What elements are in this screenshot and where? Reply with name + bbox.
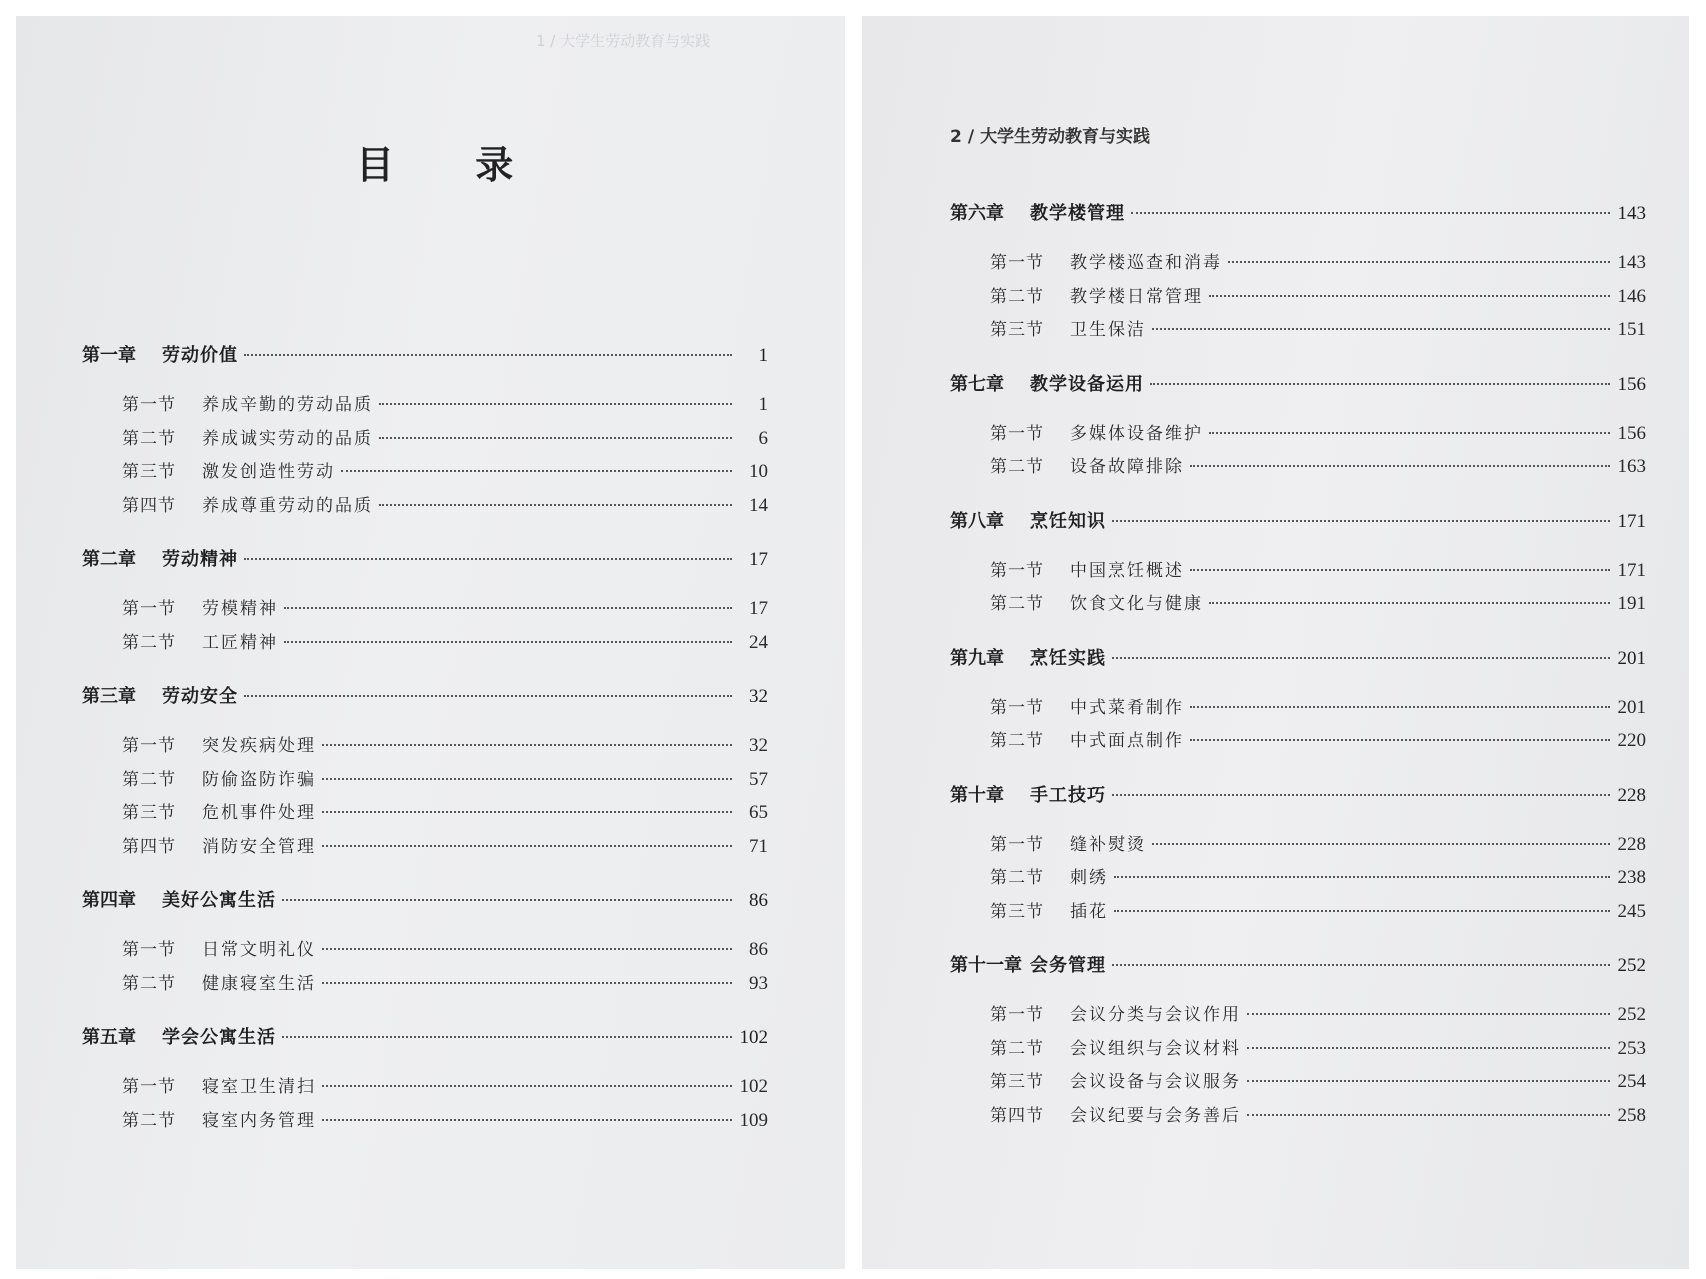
section-title: 缝补熨烫 <box>1070 834 1146 855</box>
page-ref: 71 <box>749 835 768 857</box>
page-ref: 253 <box>1617 1037 1646 1059</box>
dot-leader <box>322 743 732 746</box>
page-ref: 143 <box>1617 203 1646 224</box>
page-ref: 86 <box>749 939 768 960</box>
section-title: 寝室内务管理 <box>202 1110 316 1131</box>
section-title: 会议组织与会议材料 <box>1070 1038 1241 1059</box>
section-number: 第二节 <box>122 1110 176 1131</box>
dot-leader <box>1247 1046 1610 1049</box>
left-page <box>16 16 845 1269</box>
dot-leader <box>1247 1079 1610 1082</box>
page-ref: 6 <box>758 427 768 449</box>
dot-leader <box>244 694 732 697</box>
toc-section-entry <box>82 1104 768 1138</box>
toc-section-entry <box>950 895 1646 929</box>
toc-chapter-entry <box>82 338 768 374</box>
dot-leader <box>282 1035 732 1038</box>
dot-leader <box>1112 963 1610 966</box>
page-ref: 143 <box>1617 252 1646 273</box>
toc-section-entry <box>82 422 768 456</box>
dot-leader <box>282 898 732 901</box>
toc-list-right <box>862 196 1689 1132</box>
page-ref: 10 <box>749 461 768 482</box>
page-number: 2 <box>950 127 962 147</box>
toc-chapter-entry <box>950 778 1646 814</box>
running-header <box>950 122 1150 147</box>
dot-leader <box>1152 842 1610 845</box>
dot-leader <box>1114 875 1610 878</box>
toc-section-entry <box>82 933 768 967</box>
page-ref: 102 <box>739 1076 768 1097</box>
dot-leader <box>1209 294 1610 297</box>
dot-leader <box>1114 909 1610 912</box>
page-ref: 57 <box>749 768 768 790</box>
dot-leader <box>1228 260 1610 263</box>
section-title: 养成诚实劳动的品质 <box>202 428 373 449</box>
page-ref: 171 <box>1617 510 1646 532</box>
dot-leader <box>322 844 732 847</box>
chapter-title: 劳动安全 <box>162 686 238 707</box>
page-ref: 93 <box>749 972 768 994</box>
toc-chapter-entry <box>950 948 1646 984</box>
toc-chapter-entry <box>950 641 1646 677</box>
dot-leader <box>322 777 732 780</box>
dot-leader <box>284 640 732 643</box>
section-title: 工匠精神 <box>202 632 278 653</box>
page-ref: 228 <box>1617 833 1646 855</box>
page-ref: 258 <box>1617 1104 1646 1126</box>
dot-leader <box>1131 211 1610 214</box>
chapter-number: 第五章 <box>82 1027 136 1048</box>
page-ref: 220 <box>1617 730 1646 751</box>
section-number: 第二节 <box>122 632 176 653</box>
section-title: 会议分类与会议作用 <box>1070 1005 1241 1025</box>
section-title: 设备故障排除 <box>1070 457 1184 477</box>
section-number: 第一节 <box>990 1005 1044 1025</box>
page-ref: 32 <box>749 686 768 707</box>
section-title: 消防安全管理 <box>202 836 316 857</box>
section-title: 中式菜肴制作 <box>1070 697 1184 718</box>
section-number: 第一节 <box>122 395 176 415</box>
page-ref: 191 <box>1617 593 1646 614</box>
page-ref: 254 <box>1617 1071 1646 1092</box>
toc-section-entry <box>950 280 1646 314</box>
section-title: 多媒体设备维护 <box>1070 423 1203 444</box>
section-number: 第一节 <box>990 423 1044 444</box>
dot-leader <box>1247 1012 1610 1015</box>
dot-leader <box>284 606 732 609</box>
section-title: 寝室卫生清扫 <box>202 1077 316 1097</box>
section-title: 教学楼日常管理 <box>1070 286 1203 307</box>
toc-section-entry <box>82 489 768 523</box>
page-ref: 1 <box>758 345 768 366</box>
page-ref: 252 <box>1617 1004 1646 1025</box>
dot-leader <box>379 402 732 405</box>
toc-section-entry <box>950 417 1646 451</box>
dot-leader <box>244 557 732 560</box>
dot-leader <box>1150 382 1610 385</box>
section-title: 教学楼巡查和消毒 <box>1070 253 1222 273</box>
page-ref: 32 <box>749 735 768 756</box>
dot-leader <box>322 947 732 950</box>
page-ref: 151 <box>1617 319 1646 340</box>
section-title: 饮食文化与健康 <box>1070 594 1203 614</box>
dot-leader <box>1209 431 1610 434</box>
section-number: 第一节 <box>122 940 176 960</box>
toc-section-entry <box>950 1065 1646 1099</box>
section-number: 第四节 <box>122 836 176 857</box>
section-number: 第二节 <box>990 1038 1044 1059</box>
section-title: 卫生保洁 <box>1070 320 1146 340</box>
dot-leader <box>1247 1113 1610 1116</box>
page-ref: 163 <box>1617 456 1646 477</box>
section-number: 第二节 <box>990 731 1044 751</box>
section-number: 第四节 <box>122 495 176 516</box>
toc-chapter-entry <box>82 1020 768 1056</box>
section-title: 危机事件处理 <box>202 803 316 823</box>
chapter-number: 第三章 <box>82 686 136 707</box>
dot-leader <box>1190 568 1610 571</box>
page-ref: 17 <box>749 549 768 570</box>
toc-section-entry <box>82 763 768 797</box>
section-title: 突发疾病处理 <box>202 736 316 756</box>
toc-list-left <box>16 338 845 1137</box>
chapter-title: 烹饪知识 <box>1030 510 1106 532</box>
section-title: 养成尊重劳动的品质 <box>202 495 373 516</box>
section-title: 中式面点制作 <box>1070 731 1184 751</box>
dot-leader <box>1190 705 1610 708</box>
page-ref: 201 <box>1617 647 1646 669</box>
section-number: 第二节 <box>122 428 176 449</box>
section-title: 中国烹饪概述 <box>1070 560 1184 581</box>
dot-leader <box>322 810 732 813</box>
chapter-title: 美好公寓生活 <box>162 890 276 911</box>
chapter-number: 第十一章 <box>950 955 1022 976</box>
page-ref: 156 <box>1617 422 1646 444</box>
toc-section-entry <box>950 1032 1646 1066</box>
toc-section-entry <box>82 830 768 864</box>
page-ref: 156 <box>1617 373 1646 395</box>
chapter-number: 第十章 <box>950 784 1004 806</box>
dot-leader <box>1190 464 1610 467</box>
chapter-number: 第四章 <box>82 890 136 911</box>
toc-section-entry <box>950 246 1646 280</box>
section-number: 第一节 <box>122 1077 176 1097</box>
section-number: 第二节 <box>990 868 1044 888</box>
page-ref: 109 <box>739 1109 768 1131</box>
toc-section-entry <box>950 724 1646 758</box>
section-number: 第二节 <box>990 457 1044 477</box>
dot-leader <box>379 503 732 506</box>
page-ref: 171 <box>1617 559 1646 581</box>
toc-section-entry <box>950 691 1646 725</box>
section-number: 第一节 <box>990 834 1044 855</box>
section-title: 激发创造性劳动 <box>202 462 335 482</box>
section-number: 第一节 <box>990 560 1044 581</box>
section-number: 第三节 <box>122 803 176 823</box>
chapter-title: 烹饪实践 <box>1030 647 1106 669</box>
section-title: 养成辛勤的劳动品质 <box>202 395 373 415</box>
section-title: 刺绣 <box>1070 868 1108 888</box>
toc-chapter-entry <box>950 504 1646 540</box>
toc-section-entry <box>950 587 1646 621</box>
chapter-number: 第二章 <box>82 549 136 570</box>
toc-section-entry <box>950 450 1646 484</box>
page-ref: 238 <box>1617 867 1646 888</box>
section-number: 第一节 <box>122 736 176 756</box>
section-title: 会议设备与会议服务 <box>1070 1072 1241 1092</box>
page-ref: 1 <box>758 394 768 415</box>
section-number: 第三节 <box>122 462 176 482</box>
right-page <box>862 16 1689 1269</box>
toc-section-entry <box>950 313 1646 347</box>
section-number: 第三节 <box>990 901 1044 922</box>
dot-leader <box>1190 738 1610 741</box>
page-ref: 201 <box>1617 696 1646 718</box>
chapter-title: 学会公寓生活 <box>162 1027 276 1048</box>
page-ref: 24 <box>749 631 768 653</box>
toc-chapter-entry <box>82 542 768 578</box>
chapter-number: 第八章 <box>950 510 1004 532</box>
dot-leader <box>1112 793 1610 796</box>
chapter-title: 手工技巧 <box>1030 784 1106 806</box>
dot-leader <box>341 469 732 472</box>
dot-leader <box>1112 519 1610 522</box>
section-number: 第三节 <box>990 1072 1044 1092</box>
section-title: 日常文明礼仪 <box>202 940 316 960</box>
chapter-number: 第九章 <box>950 647 1004 669</box>
dot-leader <box>1152 327 1610 330</box>
page-ref: 14 <box>749 494 768 516</box>
dot-leader <box>322 981 732 984</box>
dot-leader <box>322 1118 732 1121</box>
page-ref: 86 <box>749 890 768 911</box>
dot-leader <box>322 1084 732 1087</box>
toc-section-entry <box>82 592 768 626</box>
toc-chapter-entry <box>82 679 768 715</box>
dot-leader <box>244 353 732 356</box>
section-number: 第一节 <box>122 599 176 619</box>
chapter-title: 教学设备运用 <box>1030 373 1144 395</box>
section-number: 第一节 <box>990 697 1044 718</box>
section-title: 插花 <box>1070 901 1108 922</box>
bleed-through-header: 1 / 大学生劳动教育与实践 <box>536 32 711 50</box>
section-title: 防偷盗防诈骗 <box>202 769 316 790</box>
chapter-number: 第七章 <box>950 373 1004 395</box>
page-ref: 228 <box>1617 784 1646 806</box>
section-number: 第二节 <box>990 286 1044 307</box>
chapter-title: 会务管理 <box>1030 955 1106 976</box>
page-ref: 102 <box>739 1027 768 1048</box>
section-number: 第二节 <box>990 594 1044 614</box>
toc-section-entry <box>82 626 768 660</box>
book-title: 大学生劳动教育与实践 <box>980 127 1151 147</box>
page-ref: 65 <box>749 802 768 823</box>
chapter-title: 劳动价值 <box>162 345 238 366</box>
dot-leader <box>1209 601 1610 604</box>
toc-section-entry <box>950 554 1646 588</box>
dot-leader <box>379 436 732 439</box>
page-ref: 252 <box>1617 955 1646 976</box>
page-ref: 245 <box>1617 900 1646 922</box>
toc-section-entry <box>82 796 768 830</box>
header-separator: / <box>967 127 975 147</box>
chapter-title: 劳动精神 <box>162 549 238 570</box>
section-title: 会议纪要与会务善后 <box>1070 1105 1241 1126</box>
toc-chapter-entry <box>950 196 1646 232</box>
section-number: 第二节 <box>122 973 176 994</box>
toc-section-entry <box>950 1099 1646 1133</box>
section-number: 第三节 <box>990 320 1044 340</box>
section-number: 第二节 <box>122 769 176 790</box>
section-title: 健康寝室生活 <box>202 973 316 994</box>
dot-leader <box>1112 656 1610 659</box>
toc-section-entry <box>82 455 768 489</box>
toc-section-entry <box>82 729 768 763</box>
chapter-number: 第一章 <box>82 345 136 366</box>
toc-chapter-entry <box>82 883 768 919</box>
page-ref: 17 <box>749 598 768 619</box>
section-number: 第一节 <box>990 253 1044 273</box>
toc-chapter-entry <box>950 367 1646 403</box>
toc-section-entry <box>82 967 768 1001</box>
toc-section-entry <box>950 828 1646 862</box>
chapter-number: 第六章 <box>950 203 1004 224</box>
section-number: 第四节 <box>990 1105 1044 1126</box>
section-title: 劳模精神 <box>202 599 278 619</box>
page-ref: 146 <box>1617 285 1646 307</box>
toc-section-entry <box>82 388 768 422</box>
chapter-title: 教学楼管理 <box>1030 203 1125 224</box>
toc-section-entry <box>950 998 1646 1032</box>
toc-section-entry <box>950 861 1646 895</box>
toc-title: 目 录 <box>356 142 548 187</box>
toc-section-entry <box>82 1070 768 1104</box>
